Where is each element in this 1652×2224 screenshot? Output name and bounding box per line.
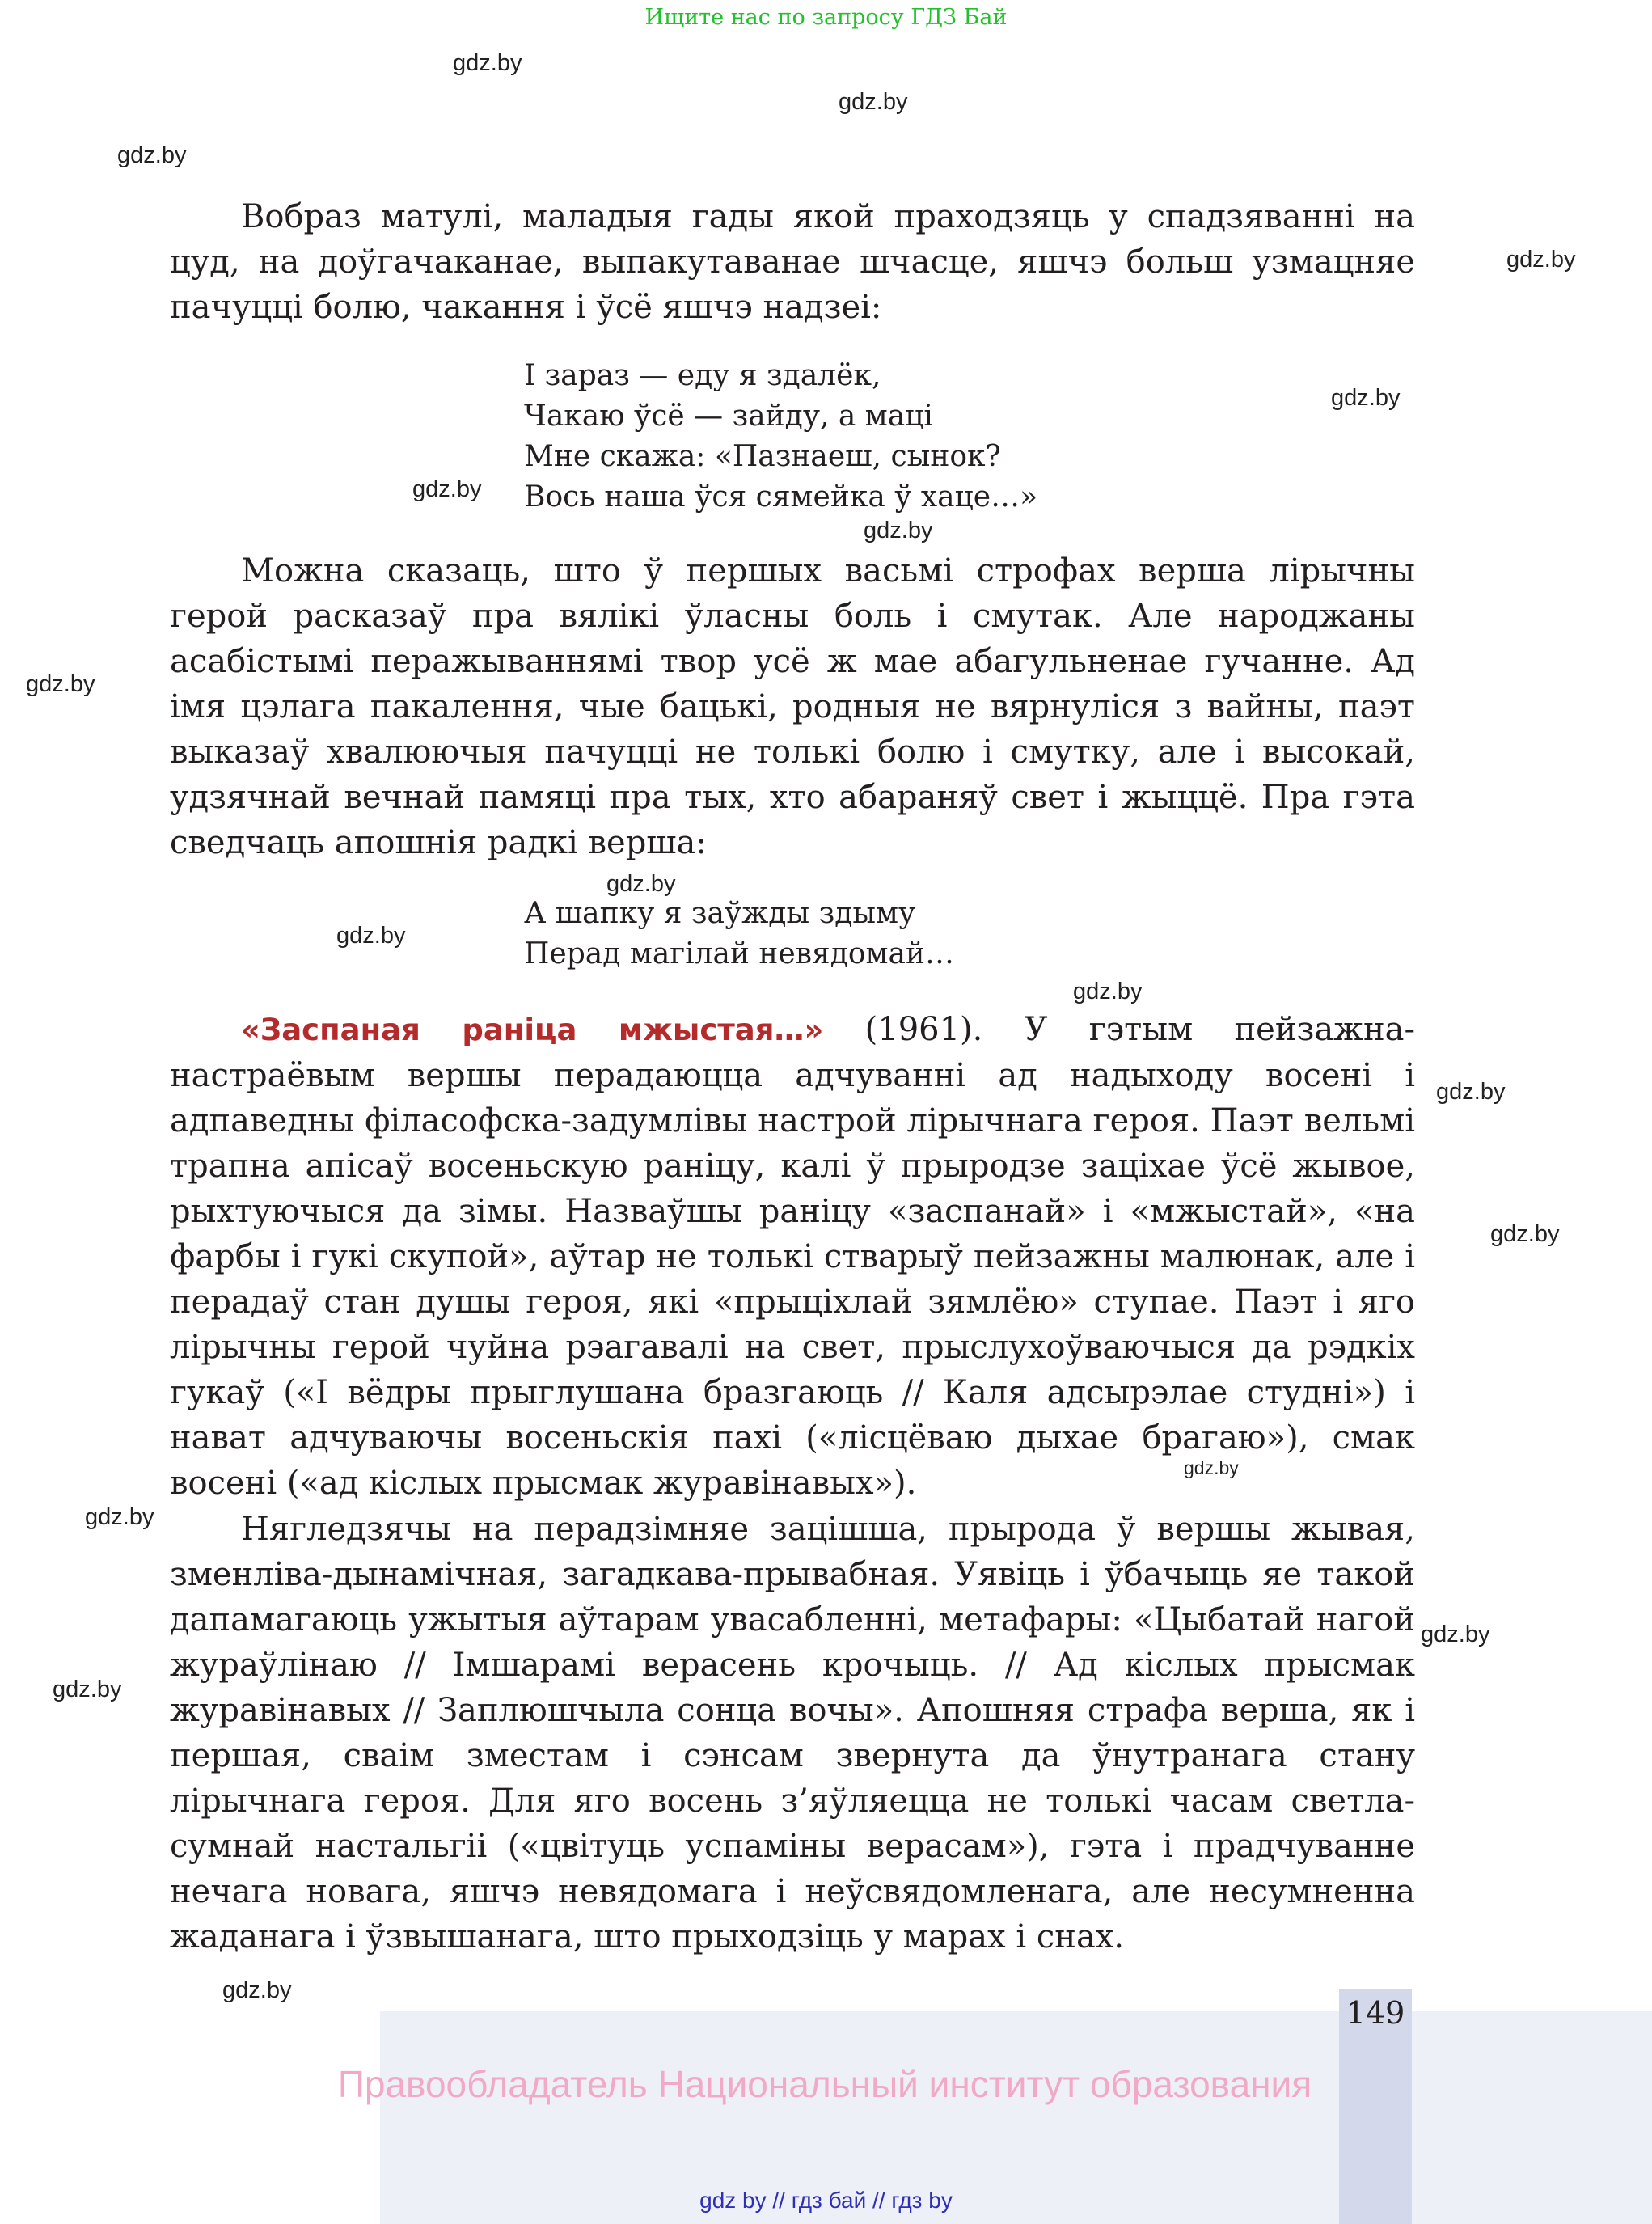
watermark: gdz.by	[864, 518, 933, 543]
watermark: gdz.by	[1421, 1621, 1490, 1647]
watermark: gdz.by	[53, 1676, 122, 1702]
watermark: gdz.by	[839, 89, 908, 115]
watermark: gdz.by	[453, 50, 522, 76]
paragraph-4-block	[170, 1507, 1415, 1960]
bottom-links[interactable]: gdz by // гдз бай // гдз by	[699, 2188, 953, 2213]
verse-1	[524, 356, 1037, 518]
paragraph-1: Вобраз матулі, маладыя гады якой праходзяць у спадзяванні на цуд, на доўгачаканае, выпакутаванае шчасце, яшчэ больш узмацняе пачуцці болю, чакання і ўсё яшчэ надзеі:	[170, 198, 1415, 326]
verse-line: А шапку я заўжды здыму	[524, 897, 916, 930]
watermark: gdz.by	[117, 142, 187, 168]
watermark: gdz.by	[1490, 1221, 1560, 1247]
watermark: gdz.by	[85, 1504, 154, 1530]
top-banner[interactable]: Ищите нас по запросу ГДЗ Бай	[644, 5, 1008, 30]
rights-holder: Правообладатель Национальный институт образования	[337, 2063, 1312, 2105]
verse-2	[524, 894, 954, 975]
paragraph-2: Можна сказаць, што ў першых васьмі строфах верша лірычны герой расказаў пра вялікі ўласны боль і смутак. Але народжаны асабістымі перажываннямі твор усё ж мае абагульненае гучанне. Ад імя цэлага пакалення, чые бацькі, родныя не вярнуліся з вайны, паэт выказаў хвалюючыя пачуцці не толькі болю і смутку, але і высокай, удзячнай вечнай памяці пра тых, хто абараняў свет і жыццё. Пра гэта сведчаць апошнія радкі верша:	[170, 552, 1415, 861]
paragraph-3-block	[170, 1007, 1415, 1506]
watermark: gdz.by	[1184, 1457, 1239, 1478]
watermark: gdz.by	[222, 1977, 292, 2003]
verse-line: Чакаю ўсё — зайду, а маці	[524, 400, 933, 433]
watermark: gdz.by	[606, 871, 676, 897]
page-number: 149	[1346, 1995, 1405, 2031]
paragraph-1-block	[170, 194, 1415, 330]
watermark: gdz.by	[1073, 979, 1143, 1004]
watermark: gdz.by	[1506, 247, 1576, 273]
verse-line: Перад магілай невядомай…	[524, 937, 955, 970]
verse-line: Вось наша ўся сямейка ў хаце…»	[524, 480, 1038, 514]
watermark: gdz.by	[26, 671, 95, 697]
poem-title: «Заспаная раніца мжыстая…»	[241, 1013, 824, 1047]
paragraph-3	[170, 1007, 1415, 1506]
paragraph-4: Нягледзячы на перадзімняе зацішша, прырода ў вершы жывая, зменліва-дынамічная, загадкава-прывабная. Уявіць і ўбачыць яе такой дапамагаюць ужытыя аўтарам увасабленні, метафары: «Цыбатай нагой жураўлінаю // Імшарамі верасень крочыць. // Ад кіслых прысмак журавінавых // Заплюшчыла сонца вочы». Апошняя страфа верша, як і першая, сваім зместам і сэнсам звернута да ўнутранага стану лірычнага героя. Для яго восень з’яўляецца не толькі часам светла-сумнай настальгіі («цвітуць успаміны верасам»), гэта і прадчуванне нечага новага, яшчэ невядомага і неўсвядомленага, але несумненна жаданага і ўзвышанага, што прыходзіць у марах і снах.	[170, 1511, 1415, 1956]
watermark: gdz.by	[336, 923, 406, 949]
watermark: gdz.by	[1331, 385, 1401, 411]
verse-line: Мне скажа: «Пазнаеш, сынок?	[524, 440, 1001, 473]
paragraph-2-block	[170, 548, 1415, 865]
paragraph-3-text: (1961). У гэтым пейзажна-настраёвым вершы перадаюцца адчуванні ад надыходу восені і адпаведны філасофска-задумлівы настрой лірычнага героя. Паэт вельмі трапна апісаў восеньскую раніцу, калі ў прыродзе заціхае ўсё жывое, рыхтуючыся да зімы. Назваўшы раніцу «заспанай» і «мжыстай», «на фарбы і гукі скупой», аўтар не толькі стварыў пейзажны малюнак, але і перадаў стан душы героя, які «прыціхлай зямлёю» ступае. Паэт і яго лірычны герой чуйна рэагавалі на свет, прыслухоўваючыся да рэдкіх гукаў («І вёдры прыглушана бразгаюць // Каля адсырэлае студні») і нават адчуваючы восеньскія пахі («лісцёваю дыхае брагаю»), смак восені («ад кіслых прысмак журавінавых»).	[170, 1011, 1415, 1502]
watermark: gdz.by	[412, 476, 482, 502]
watermark: gdz.by	[1436, 1079, 1506, 1105]
verse-line: І зараз — еду я здалёк,	[524, 359, 881, 392]
